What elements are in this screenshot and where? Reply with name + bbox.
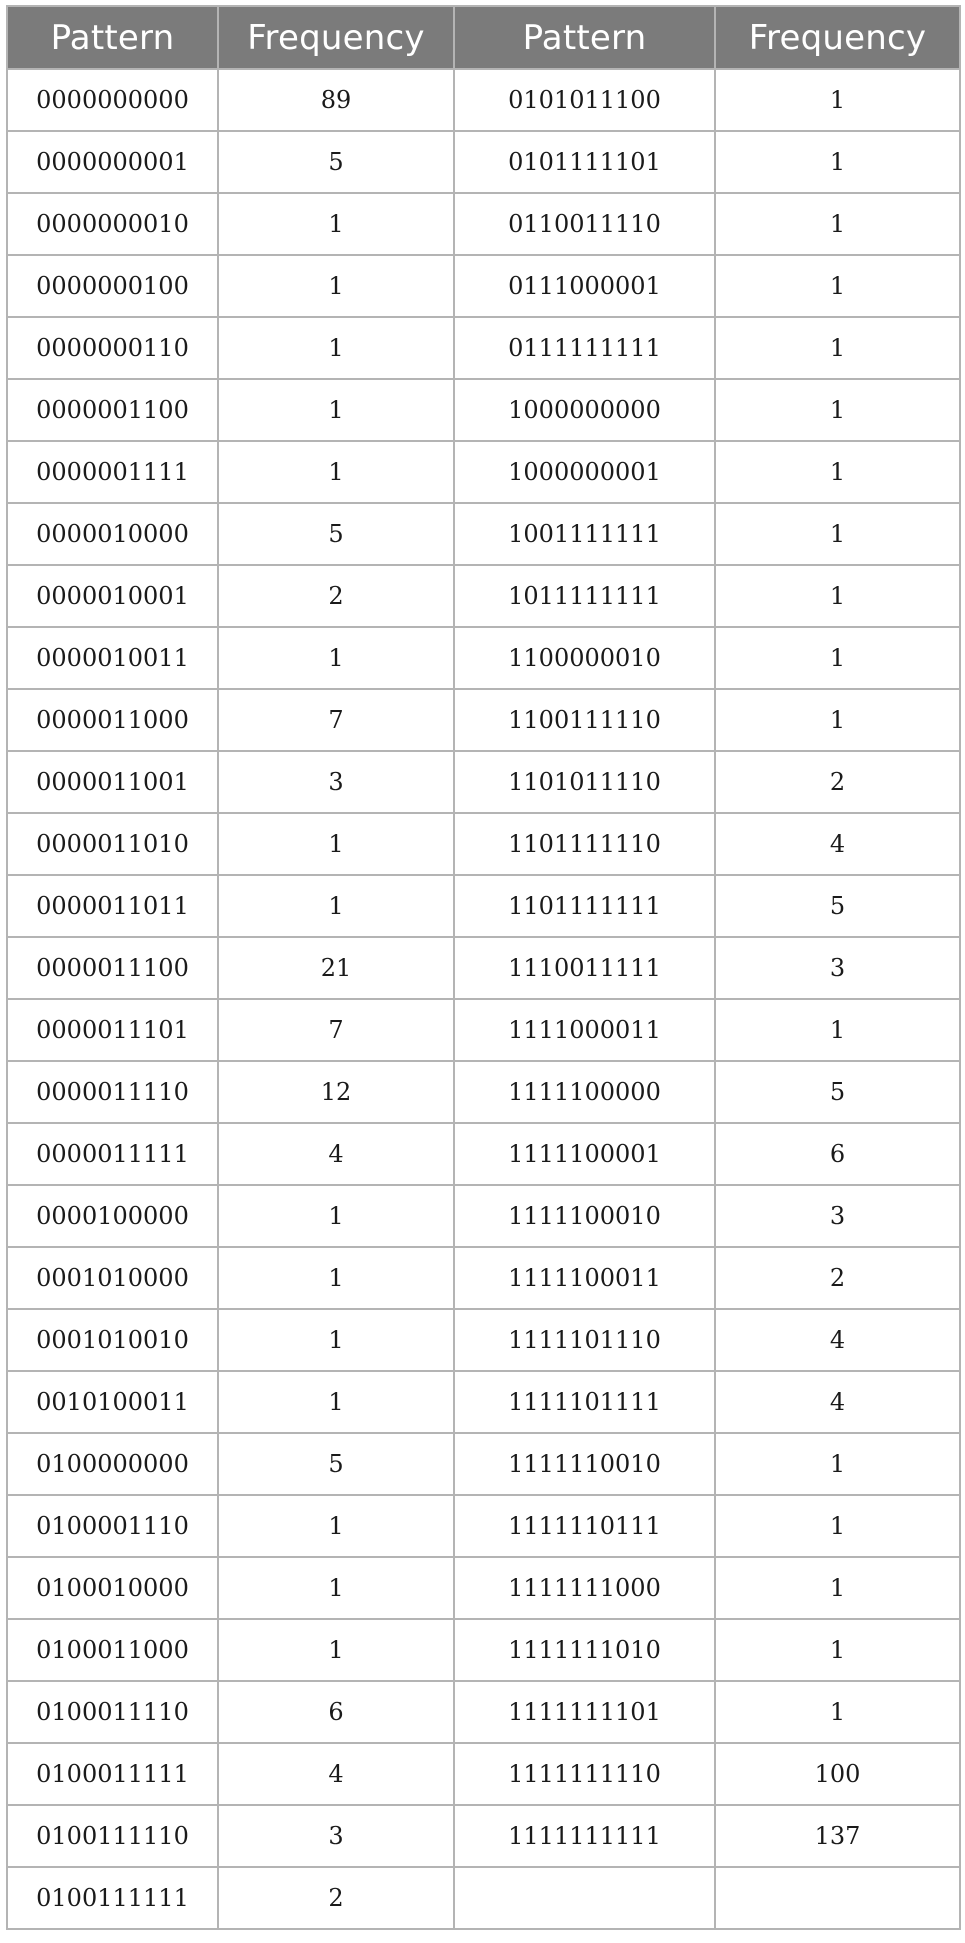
pattern-cell-left: 0100001110 xyxy=(7,1495,218,1557)
header-pattern-left: Pattern xyxy=(7,6,218,69)
table-row xyxy=(7,69,960,131)
frequency-cell-right: 4 xyxy=(715,1309,960,1371)
pattern-cell-left: 0100011111 xyxy=(7,1743,218,1805)
pattern-cell-left: 0000010000 xyxy=(7,503,218,565)
frequency-cell-right: 1 xyxy=(715,379,960,441)
pattern-cell-left: 0001010010 xyxy=(7,1309,218,1371)
pattern-cell-left: 0000100000 xyxy=(7,1185,218,1247)
pattern-cell-right xyxy=(454,1867,715,1929)
table-row xyxy=(7,379,960,441)
header-row xyxy=(7,6,960,69)
header-frequency-right: Frequency xyxy=(715,6,960,69)
frequency-cell-right: 1 xyxy=(715,131,960,193)
pattern-cell-left: 0000011101 xyxy=(7,999,218,1061)
pattern-cell-right: 0111000001 xyxy=(454,255,715,317)
pattern-cell-right: 1111111010 xyxy=(454,1619,715,1681)
frequency-cell-right: 4 xyxy=(715,813,960,875)
frequency-cell-right: 2 xyxy=(715,1247,960,1309)
frequency-cell-left: 7 xyxy=(218,999,454,1061)
pattern-cell-left: 0000011010 xyxy=(7,813,218,875)
pattern-cell-right: 1000000001 xyxy=(454,441,715,503)
header-frequency-left: Frequency xyxy=(218,6,454,69)
table-row xyxy=(7,751,960,813)
table-row xyxy=(7,1247,960,1309)
table-row xyxy=(7,1619,960,1681)
frequency-cell-right: 1 xyxy=(715,193,960,255)
table-row xyxy=(7,1743,960,1805)
frequency-cell-right: 1 xyxy=(715,441,960,503)
pattern-cell-left: 0000010011 xyxy=(7,627,218,689)
table-row xyxy=(7,193,960,255)
frequency-cell-right: 3 xyxy=(715,937,960,999)
table-row xyxy=(7,1433,960,1495)
pattern-cell-left: 0000011100 xyxy=(7,937,218,999)
pattern-cell-right: 1101011110 xyxy=(454,751,715,813)
frequency-cell-right: 4 xyxy=(715,1371,960,1433)
frequency-cell-left: 1 xyxy=(218,1557,454,1619)
pattern-cell-left: 0000000001 xyxy=(7,131,218,193)
table-row xyxy=(7,937,960,999)
pattern-cell-right: 1111111110 xyxy=(454,1743,715,1805)
pattern-cell-left: 0100010000 xyxy=(7,1557,218,1619)
pattern-cell-left: 0000001100 xyxy=(7,379,218,441)
pattern-cell-left: 0000000010 xyxy=(7,193,218,255)
pattern-cell-left: 0000011111 xyxy=(7,1123,218,1185)
frequency-cell-left: 1 xyxy=(218,1495,454,1557)
pattern-cell-right: 1100000010 xyxy=(454,627,715,689)
frequency-cell-left: 1 xyxy=(218,1247,454,1309)
pattern-cell-left: 0000010001 xyxy=(7,565,218,627)
table-row xyxy=(7,1371,960,1433)
table-row xyxy=(7,503,960,565)
table-row xyxy=(7,255,960,317)
frequency-cell-right: 1 xyxy=(715,317,960,379)
frequency-cell-right: 1 xyxy=(715,1433,960,1495)
frequency-cell-left: 5 xyxy=(218,131,454,193)
frequency-cell-left: 1 xyxy=(218,255,454,317)
pattern-cell-right: 1001111111 xyxy=(454,503,715,565)
pattern-cell-left: 0100111110 xyxy=(7,1805,218,1867)
frequency-cell-left: 1 xyxy=(218,1619,454,1681)
frequency-cell-left: 89 xyxy=(218,69,454,131)
frequency-cell-left: 1 xyxy=(218,1371,454,1433)
table-row xyxy=(7,1867,960,1929)
pattern-cell-right: 1111110111 xyxy=(454,1495,715,1557)
frequency-cell-right: 6 xyxy=(715,1123,960,1185)
pattern-cell-right: 1111111101 xyxy=(454,1681,715,1743)
frequency-cell-right: 2 xyxy=(715,751,960,813)
pattern-cell-right: 1100111110 xyxy=(454,689,715,751)
table-row xyxy=(7,999,960,1061)
frequency-cell-left: 1 xyxy=(218,441,454,503)
pattern-cell-right: 1101111111 xyxy=(454,875,715,937)
table-body xyxy=(7,69,960,1929)
frequency-cell-right: 1 xyxy=(715,1557,960,1619)
frequency-cell-right: 1 xyxy=(715,1681,960,1743)
table-row xyxy=(7,1557,960,1619)
pattern-cell-left: 0000011011 xyxy=(7,875,218,937)
pattern-cell-left: 0100111111 xyxy=(7,1867,218,1929)
frequency-cell-right: 1 xyxy=(715,1495,960,1557)
frequency-cell-left: 2 xyxy=(218,1867,454,1929)
frequency-cell-left: 5 xyxy=(218,503,454,565)
frequency-cell-left: 6 xyxy=(218,1681,454,1743)
pattern-cell-right: 0101111101 xyxy=(454,131,715,193)
pattern-cell-left: 0000000000 xyxy=(7,69,218,131)
pattern-cell-left: 0000011001 xyxy=(7,751,218,813)
pattern-cell-right: 0111111111 xyxy=(454,317,715,379)
frequency-cell-left: 12 xyxy=(218,1061,454,1123)
table-row xyxy=(7,1681,960,1743)
frequency-cell-right: 1 xyxy=(715,69,960,131)
frequency-cell-left: 2 xyxy=(218,565,454,627)
table-row xyxy=(7,565,960,627)
frequency-cell-left: 3 xyxy=(218,1805,454,1867)
pattern-cell-right: 1111100011 xyxy=(454,1247,715,1309)
frequency-cell-right: 1 xyxy=(715,1619,960,1681)
frequency-cell-right: 1 xyxy=(715,255,960,317)
frequency-cell-left: 21 xyxy=(218,937,454,999)
pattern-cell-right: 1111101110 xyxy=(454,1309,715,1371)
frequency-cell-left: 1 xyxy=(218,317,454,379)
pattern-cell-right: 1111100000 xyxy=(454,1061,715,1123)
frequency-cell-right xyxy=(715,1867,960,1929)
pattern-cell-left: 0000011110 xyxy=(7,1061,218,1123)
table-row xyxy=(7,1061,960,1123)
pattern-cell-left: 0001010000 xyxy=(7,1247,218,1309)
frequency-cell-right: 5 xyxy=(715,1061,960,1123)
frequency-cell-right: 1 xyxy=(715,627,960,689)
frequency-cell-right: 1 xyxy=(715,689,960,751)
table-row xyxy=(7,1805,960,1867)
pattern-cell-right: 1111000011 xyxy=(454,999,715,1061)
pattern-cell-right: 1111100001 xyxy=(454,1123,715,1185)
pattern-cell-left: 0000011000 xyxy=(7,689,218,751)
table-row xyxy=(7,317,960,379)
frequency-cell-right: 1 xyxy=(715,999,960,1061)
frequency-cell-left: 1 xyxy=(218,875,454,937)
frequency-cell-left: 3 xyxy=(218,751,454,813)
pattern-cell-right: 1111101111 xyxy=(454,1371,715,1433)
frequency-cell-left: 1 xyxy=(218,627,454,689)
table-row xyxy=(7,1495,960,1557)
frequency-cell-left: 4 xyxy=(218,1123,454,1185)
pattern-cell-right: 1011111111 xyxy=(454,565,715,627)
table-row xyxy=(7,1185,960,1247)
pattern-cell-right: 1000000000 xyxy=(454,379,715,441)
frequency-cell-left: 1 xyxy=(218,379,454,441)
frequency-cell-left: 1 xyxy=(218,813,454,875)
pattern-cell-right: 1111100010 xyxy=(454,1185,715,1247)
pattern-cell-right: 1111111111 xyxy=(454,1805,715,1867)
pattern-cell-right: 1110011111 xyxy=(454,937,715,999)
table-row xyxy=(7,131,960,193)
frequency-cell-right: 3 xyxy=(715,1185,960,1247)
pattern-cell-left: 0000000100 xyxy=(7,255,218,317)
pattern-cell-right: 1101111110 xyxy=(454,813,715,875)
pattern-cell-left: 0000000110 xyxy=(7,317,218,379)
table-row xyxy=(7,441,960,503)
pattern-cell-right: 1111110010 xyxy=(454,1433,715,1495)
table-row xyxy=(7,627,960,689)
pattern-frequency-table xyxy=(6,5,961,1930)
pattern-cell-left: 0100011000 xyxy=(7,1619,218,1681)
frequency-cell-left: 5 xyxy=(218,1433,454,1495)
table-row xyxy=(7,875,960,937)
frequency-cell-left: 1 xyxy=(218,1309,454,1371)
pattern-cell-left: 0000001111 xyxy=(7,441,218,503)
frequency-cell-right: 137 xyxy=(715,1805,960,1867)
frequency-cell-right: 1 xyxy=(715,503,960,565)
pattern-cell-right: 0110011110 xyxy=(454,193,715,255)
frequency-cell-left: 1 xyxy=(218,1185,454,1247)
frequency-cell-left: 1 xyxy=(218,193,454,255)
pattern-cell-left: 0100000000 xyxy=(7,1433,218,1495)
header-pattern-right: Pattern xyxy=(454,6,715,69)
pattern-cell-right: 0101011100 xyxy=(454,69,715,131)
frequency-cell-right: 1 xyxy=(715,565,960,627)
pattern-cell-left: 0100011110 xyxy=(7,1681,218,1743)
frequency-cell-left: 7 xyxy=(218,689,454,751)
pattern-cell-right: 1111111000 xyxy=(454,1557,715,1619)
table-row xyxy=(7,689,960,751)
frequency-cell-right: 100 xyxy=(715,1743,960,1805)
table-row xyxy=(7,1123,960,1185)
table-row xyxy=(7,1309,960,1371)
table-row xyxy=(7,813,960,875)
pattern-cell-left: 0010100011 xyxy=(7,1371,218,1433)
frequency-cell-left: 4 xyxy=(218,1743,454,1805)
frequency-cell-right: 5 xyxy=(715,875,960,937)
